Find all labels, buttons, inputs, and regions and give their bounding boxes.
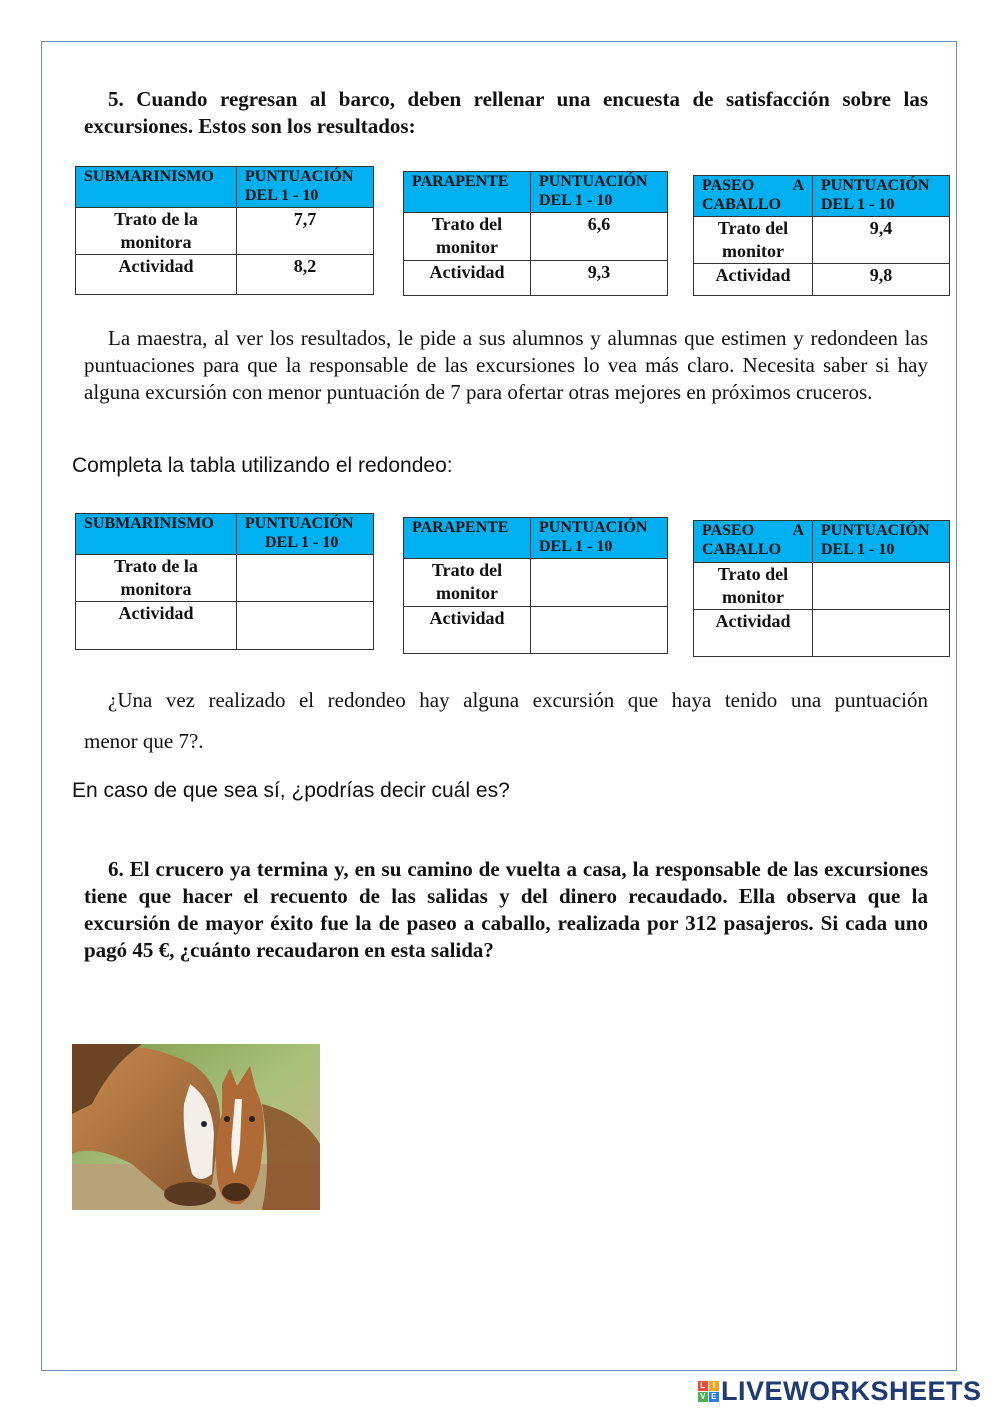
row-label-actividad: Actividad [694,264,813,296]
answer-cell-trato[interactable] [813,563,950,610]
q5-instruction: Completa la tabla utilizando el redondeo: [72,454,453,477]
header-submarinismo: SUBMARINISMO [76,514,237,555]
rounding-table-submarinismo [75,513,374,650]
row-label-trato: Trato del monitor [404,559,531,607]
row-value-trato: 7,7 [237,208,374,255]
header-puntuacion: PUNTUACIÓN DEL 1 - 10 [531,172,668,213]
header-submarinismo: SUBMARINISMO [76,167,237,208]
header-paseo-a-caballo: PASEO A CABALLO [694,521,813,563]
results-table-parapente [403,171,668,296]
rounding-table-caballo [693,520,950,657]
answer-cell-trato[interactable] [237,555,374,602]
header-paseo-a-caballo: PASEO A CABALLO [694,176,813,217]
answer-cell-actividad[interactable] [237,602,374,650]
row-label-trato: Trato del monitor [404,213,531,261]
row-label-trato: Trato de la monitora [76,555,237,602]
row-label-actividad: Actividad [76,255,237,295]
header-puntuacion: PUNTUACIÓN DEL 1 - 10 [237,514,374,555]
header-puntuacion: PUNTUACIÓN DEL 1 - 10 [531,518,668,559]
row-label-actividad: Actividad [76,602,237,650]
row-value-actividad: 9,8 [813,264,950,296]
header-puntuacion: PUNTUACIÓN DEL 1 - 10 [813,521,950,563]
row-label-trato: Trato del monitor [694,217,813,264]
liveworksheets-logo [698,1376,982,1407]
brand-name: LIVEWORKSHEETS [721,1376,982,1406]
row-label-trato: Trato de la monitora [76,208,237,255]
header-parapente: PARAPENTE [404,172,531,213]
results-table-submarinismo [75,166,374,295]
brand-logo-icon: L I V E [698,1381,719,1402]
answer-cell-actividad[interactable] [531,607,668,654]
answer-cell-actividad[interactable] [813,610,950,657]
row-value-actividad: 8,2 [237,255,374,295]
q6-text: 6. El crucero ya termina y, en su camino de vuelta a casa, la responsable de las excursiones tiene que hacer el recuento de las salidas y del dinero recaudado. Ella observa que la excursión de mayor éxito fue la de paseo a caballo, realizada por 312 pasajeros. Si cada uno pagó 45 €, ¿cuánto recaudaron en esta salida? [84,857,928,962]
horse-photo [72,1044,320,1210]
row-label-actividad: Actividad [694,610,813,657]
answer-cell-trato[interactable] [531,559,668,607]
row-label-actividad: Actividad [404,261,531,296]
header-puntuacion: PUNTUACIÓN DEL 1 - 10 [237,167,374,208]
q5-note: La maestra, al ver los resultados, le pide a sus alumnos y alumnas que estimen y redondeen las puntuaciones para que la responsable de las excursiones lo vea más claro. Necesita saber si hay alguna excursión con menor puntuación de 7 para ofertar otras mejores en próximos cruceros. [84,326,928,404]
q5-question: ¿Una vez realizado el redondeo hay alguna excursión que haya tenido una puntuación menor que 7?. [84,688,928,753]
row-value-trato: 6,6 [531,213,668,261]
row-label-actividad: Actividad [404,607,531,654]
row-value-actividad: 9,3 [531,261,668,296]
header-puntuacion: PUNTUACIÓN DEL 1 - 10 [813,176,950,217]
q5-intro: 5. Cuando regresan al barco, deben rellenar una encuesta de satisfacción sobre las excursiones. Estos son los resultados: [84,87,928,138]
row-value-trato: 9,4 [813,217,950,264]
results-table-caballo [693,175,950,296]
header-parapente: PARAPENTE [404,518,531,559]
row-label-trato: Trato del monitor [694,563,813,610]
rounding-table-parapente [403,517,668,654]
q5-followup: En caso de que sea sí, ¿podrías decir cuál es? [72,779,510,802]
